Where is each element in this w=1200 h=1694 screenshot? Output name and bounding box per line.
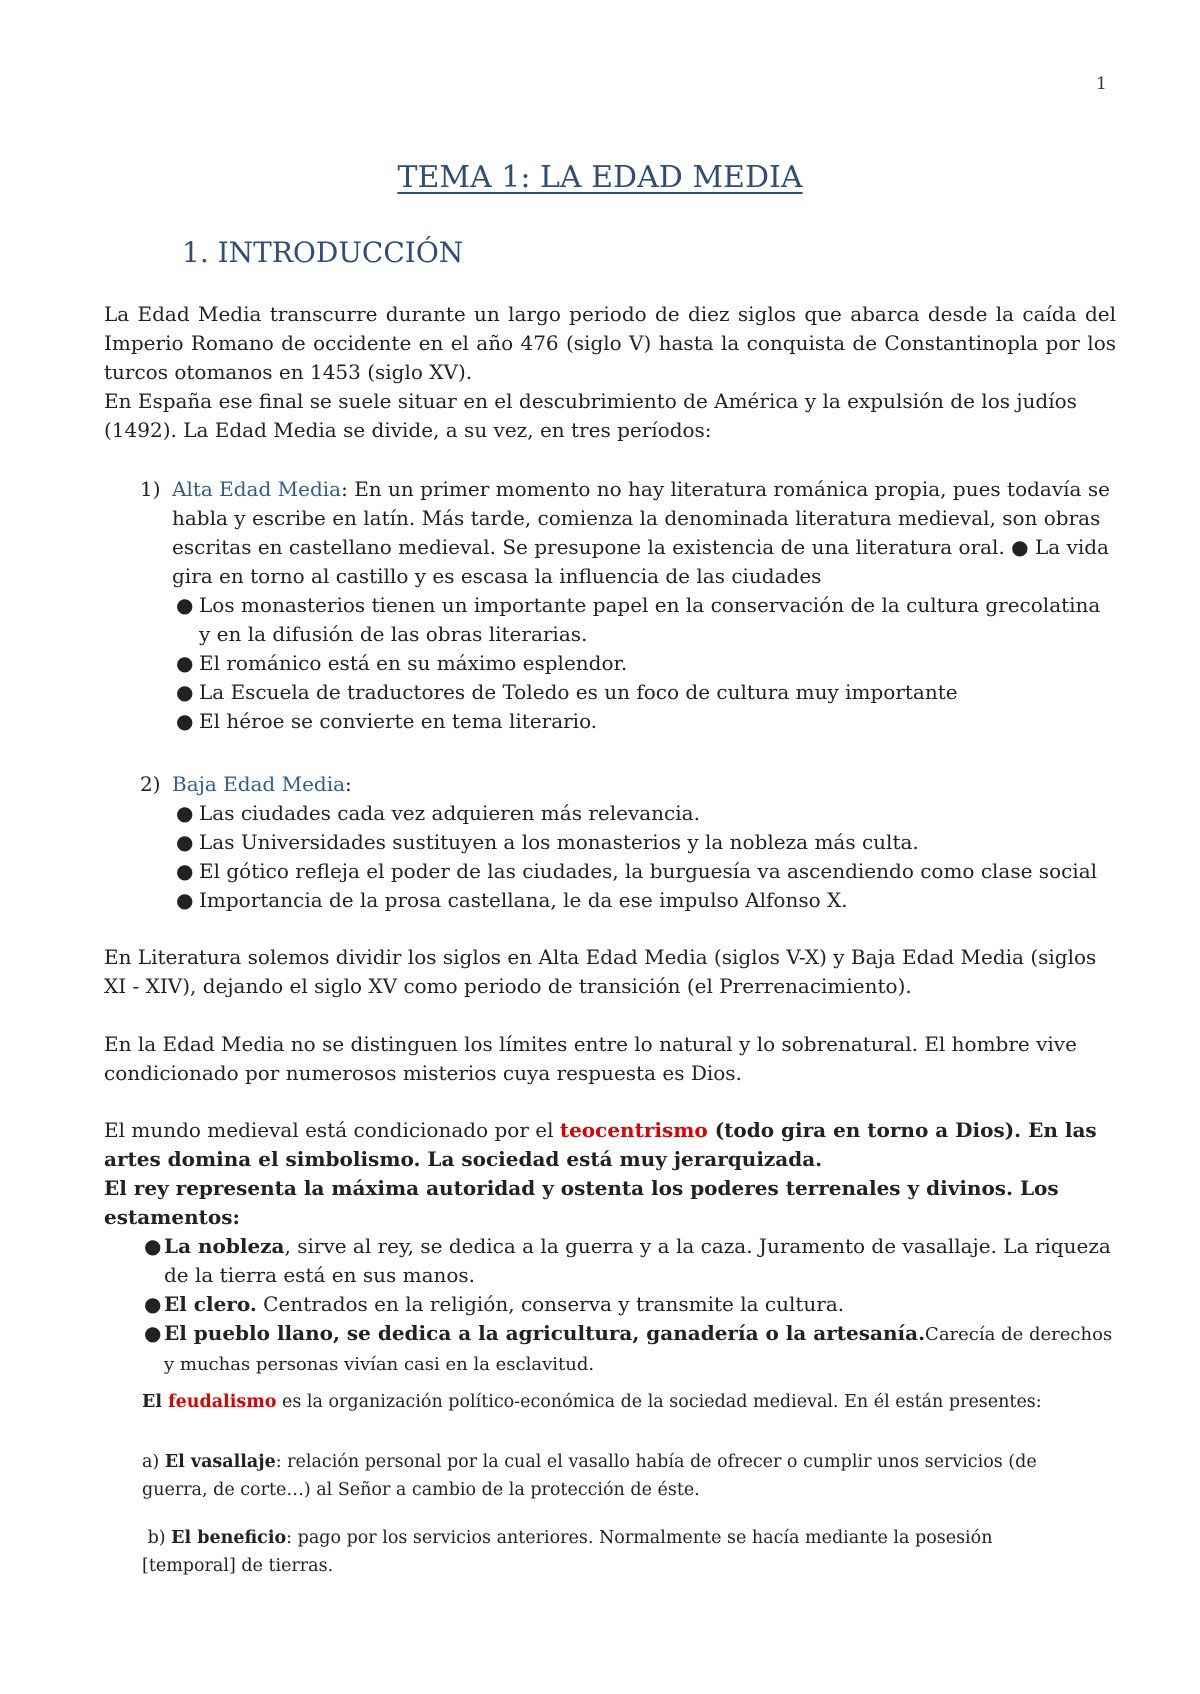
list-item: ● Las ciudades cada vez adquieren más relevancia. — [104, 799, 1116, 828]
bullet-icon: ● — [176, 888, 194, 912]
beneficio-paragraph: b) El beneficio: pago por los servicios anteriores. Normalmente se hacía mediante la posesión [temporal] de tierras. — [142, 1528, 993, 1576]
baja-edad-media-item — [104, 770, 1116, 799]
page-number: 1 — [1096, 74, 1107, 94]
bullet-icon: ● — [176, 859, 194, 883]
list-item: ● Los monasterios tienen un importante papel en la conservación de la cultura grecolatina y en la difusión de las obras literarias. — [176, 593, 1101, 646]
bullet-icon: ● — [176, 593, 194, 617]
alta-text: : En un primer momento no hay literatura románica propia, pues todavía se habla y escribe en latín. Más tarde, comienza la denominada literatura medieval, son obras escritas en castellano medieval. Se presupone la existencia de una literatura oral. ● La vida gira en torno al castillo y es escasa la influencia de las ciudades — [172, 477, 1110, 588]
baja-edad-media-section — [104, 770, 1116, 915]
rey-paragraph: El rey representa la máxima autoridad y ostenta los poderes terrenales y divinos. Los estamentos: — [104, 1176, 1059, 1229]
feudalismo-paragraph — [142, 1388, 1116, 1416]
bullet-icon: ● — [144, 1234, 162, 1258]
bullet-icon: ● — [144, 1292, 162, 1316]
bullet-icon: ● — [176, 709, 194, 733]
list-item: ● El románico está en su máximo esplendor. — [104, 649, 1116, 678]
literatura-paragraph: En Literatura solemos dividir los siglos en Alta Edad Media (siglos V-X) y Baja Edad Media (siglos XI - XIV), dejando el siglo XV como periodo de transición (el Prerrenacimiento). — [104, 945, 1097, 998]
list-item: ● La nobleza, sirve al rey, se dedica a la guerra y a la caza. Juramento de vasallaje. La riqueza de la tierra está en sus manos. — [144, 1234, 1111, 1287]
feudal-post: es la organización político-económica de la sociedad medieval. En él están presentes: — [276, 1392, 1042, 1412]
feudalismo-keyword: feudalismo — [168, 1392, 277, 1412]
alta-edad-media-section — [104, 475, 1116, 736]
alta-label: Alta Edad Media — [172, 477, 342, 501]
mundo-post: (todo gira en torno a Dios). En las artes domina el simbolismo. La sociedad está muy jerarquizada. — [104, 1118, 1097, 1171]
list-item: ● Importancia de la prosa castellana, le da ese impulso Alfonso X. — [104, 886, 1116, 915]
beneficio-term: El beneficio — [171, 1528, 287, 1548]
list-item: ● La Escuela de traductores de Toledo es un foco de cultura muy importante — [104, 678, 1116, 707]
alta-edad-media-item — [104, 475, 1116, 591]
list-item: ● El gótico refleja el poder de las ciudades, la burguesía va ascendiendo como clase social — [104, 857, 1116, 886]
vasallaje-term: El vasallaje — [164, 1452, 276, 1472]
list-item: ● El héroe se convierte en tema literario. — [104, 707, 1116, 736]
bullet-icon: ● — [144, 1321, 162, 1345]
list-item: ● Las Universidades sustituyen a los monasterios y la nobleza más culta. — [104, 828, 1116, 857]
bullet-icon: ● — [176, 680, 194, 704]
baja-label: Baja Edad Media — [172, 772, 346, 796]
bullet-icon: ● — [176, 651, 194, 675]
vasallaje-paragraph: a) El vasallaje: relación personal por la cual el vasallo había de ofrecer o cumplir unos servicios (de guerra, de corte…) al Señor a cambio de la protección de éste. — [142, 1452, 1037, 1500]
natural-paragraph: En la Edad Media no se distinguen los límites entre lo natural y lo sobrenatural. El hombre vive condicionado por numerosos misterios cuya respuesta es Dios. — [104, 1032, 1077, 1085]
mundo-pre: El mundo medieval está condicionado por el — [104, 1118, 560, 1142]
baja-colon: : — [345, 772, 352, 796]
intro-p1: La Edad Media transcurre durante un largo periodo de diez siglos que abarca desde la caída del Imperio Romano de occidente en el año 476 (siglo V) hasta la conquista de Constantinopla por los turcos otomanos en 1453 (siglo XV). — [104, 302, 1116, 384]
page-title: TEMA 1: LA EDAD MEDIA — [397, 160, 803, 195]
teocentrismo-keyword: teocentrismo — [559, 1118, 708, 1142]
section-heading: 1. INTRODUCCIÓN — [182, 236, 464, 269]
mundo-medieval-paragraph — [104, 1116, 1116, 1379]
list-item: ● El pueblo llano, se dedica a la agricultura, ganadería o la artesanía.Carecía de derechos y muchas personas vivían casi en la esclavitud. — [144, 1321, 1113, 1375]
feudal-pre: El — [142, 1392, 169, 1412]
list-item: ● El clero. Centrados en la religión, conserva y transmite la cultura. — [104, 1290, 1116, 1319]
bullet-icon: ● — [176, 801, 194, 825]
intro-paragraph — [104, 300, 1116, 445]
baja-number: 2) — [140, 772, 161, 796]
intro-p2: En España ese final se suele situar en el descubrimiento de América y la expulsión de los judíos (1492). La Edad Media se divide, a su vez, en tres períodos: — [104, 389, 1077, 442]
bullet-icon: ● — [176, 830, 194, 854]
alta-number: 1) — [140, 477, 161, 501]
